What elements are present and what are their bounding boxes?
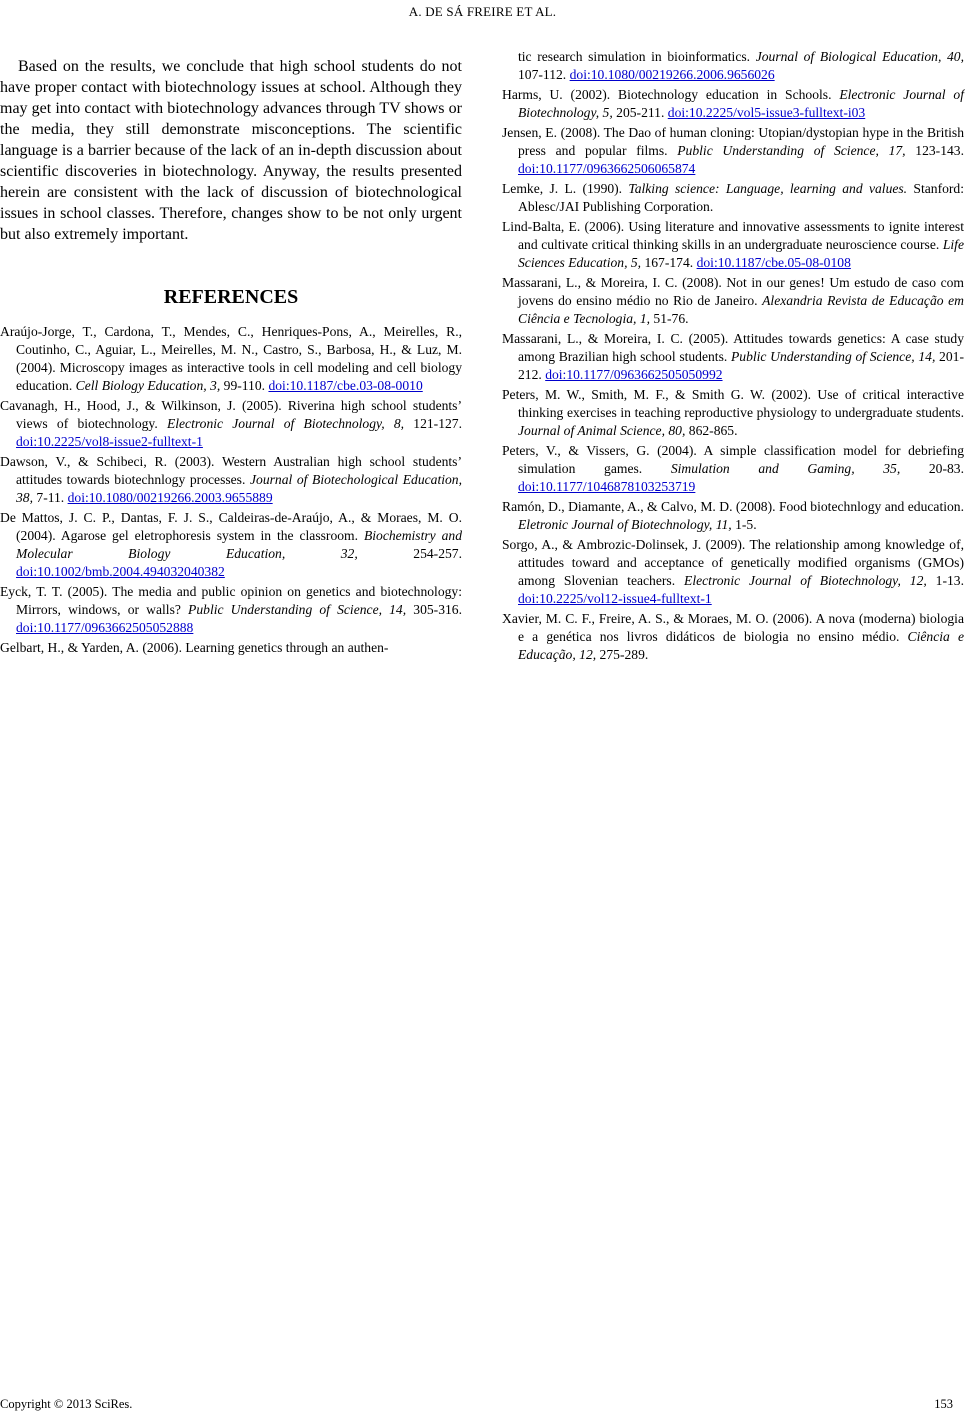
reference-pages: 305-316. [406, 602, 462, 617]
reference-entry [0, 397, 462, 451]
reference-text: Lind-Balta, E. (2006). Using literature and innovative assessments to ignite interest and cultivate critical thinking skills in an undergraduate neuroscience course. [502, 219, 964, 252]
reference-journal: Cell Biology Education, 3, [75, 378, 221, 393]
reference-entry [0, 453, 462, 507]
reference-doi-link[interactable]: doi:10.1080/00219266.2006.9656026 [569, 67, 775, 82]
reference-text: Jensen, E. (2008). The Dao of human cloning: Utopian/dystopian hype in the British press and popular films. [502, 125, 964, 158]
references-list-left [0, 323, 462, 657]
reference-text: Lemke, J. L. (1990). [502, 181, 629, 196]
reference-journal: Biochemistry and Molecular Biology Education, 32, [16, 528, 462, 561]
reference-entry [502, 180, 964, 216]
reference-journal: Talking science: Language, learning and values. [628, 181, 908, 196]
reference-text: De Mattos, J. C. P., Dantas, F. J. S., Caldeiras-de-Araújo, A., & Moraes, M. O. (2004). Agarose gel eletrophoresis system in the classroom. [0, 510, 462, 543]
reference-pages: 1-13. [926, 573, 964, 588]
reference-journal: Public Understanding of Science, 14, [730, 349, 936, 364]
reference-entry [502, 498, 964, 534]
reference-doi-link[interactable]: doi:10.2225/vol8-issue2-fulltext-1 [16, 434, 203, 449]
reference-pages: Stanford: Ablesc/JAI Publishing Corporation. [518, 181, 964, 214]
reference-doi-link[interactable]: doi:10.1177/0963662506065874 [518, 161, 696, 176]
reference-doi-link[interactable]: doi:10.1177/1046878103253719 [518, 479, 696, 494]
reference-pages: 7-11. [33, 490, 68, 505]
reference-text: tic research simulation in bioinformatics. [518, 49, 756, 64]
reference-journal: Ciência e Educação, 12, [518, 629, 964, 662]
reference-entry [0, 583, 462, 637]
reference-text: Araújo-Jorge, T., Cardona, T., Mendes, C., Henriques-Pons, A., Meirelles, R., Coutinho, C., Aguiar, L., Meirelles, M. N., Castro, S., Barbosa, H., & Luz, M. (2004). Microscopy images as interactive tools in cell modeling and cell biology education. [0, 324, 462, 393]
reference-doi-link[interactable]: doi:10.2225/vol12-issue4-fulltext-1 [518, 591, 712, 606]
reference-pages: 123-143. [905, 143, 964, 158]
reference-journal: Electronic Journal of Biotechnology, 8, [166, 416, 405, 431]
reference-entry [502, 442, 964, 496]
reference-pages: 201-212. [518, 349, 964, 382]
reference-text: Gelbart, H., & Yarden, A. (2006). Learning genetics through an authen- [0, 640, 389, 655]
reference-text: Sorgo, A., & Ambrozic-Dolinsek, J. (2009). The relationship among knowledge of, attitudes toward and acceptance of genetically modified organisms (GMOs) among Slovenian teachers. [502, 537, 964, 588]
reference-journal: Eletronic Journal of Biotechnology, 11, [518, 517, 732, 532]
reference-pages: 167-174. [641, 255, 697, 270]
reference-text: Eyck, T. T. (2005). The media and public opinion on genetics and biotechnology: Mirrors, windows, or walls? [0, 584, 462, 617]
running-header: A. DE SÁ FREIRE ET AL. [408, 4, 557, 19]
reference-pages: 121-127. [404, 416, 462, 431]
reference-pages: 1-5. [731, 517, 757, 532]
reference-text: Massarani, L., & Moreira, I. C. (2005). Attitudes towards genetics: A case study among Brazilian high school students. [502, 331, 964, 364]
reference-entry [502, 86, 964, 122]
reference-entry [502, 386, 964, 440]
reference-journal: Simulation and Gaming, 35, [670, 461, 901, 476]
reference-pages: 205-211. [612, 105, 668, 120]
reference-text: Peters, V., & Vissers, G. (2004). A simple classification model for debriefing simulation games. [502, 443, 964, 476]
reference-entry [0, 639, 462, 657]
reference-text: Xavier, M. C. F., Freire, A. S., & Moraes, M. O. (2006). A nova (moderna) biologia e a genética nos livros didáticos de biologia no ensino médio. [502, 611, 964, 644]
reference-entry [502, 330, 964, 384]
references-heading: REFERENCES [163, 286, 299, 308]
reference-entry [502, 536, 964, 608]
reference-journal: Electronic Journal of Biotechnology, 12, [684, 573, 927, 588]
reference-journal: Journal of Biological Education, 40, [755, 49, 964, 64]
reference-pages: 254-257. [357, 546, 462, 561]
reference-pages: 99-110. [220, 378, 269, 393]
reference-doi-link[interactable]: doi:10.1187/cbe.05-08-0108 [696, 255, 851, 270]
reference-journal: Journal of Biotechological Education, 38, [16, 472, 463, 505]
reference-pages: 107-112. [518, 67, 570, 82]
page-number: 153 [934, 1397, 953, 1411]
reference-journal: Alexandria Revista de Educação em Ciência e Tecnologia, 1, [518, 293, 964, 326]
reference-entry [502, 610, 964, 664]
reference-doi-link[interactable]: doi:10.1080/00219266.2003.9655889 [67, 490, 273, 505]
references-list-right [502, 86, 964, 664]
reference-doi-link[interactable]: doi:10.1187/cbe.03-08-0010 [268, 378, 423, 393]
reference-text: Cavanagh, H., Hood, J., & Wilkinson, J. (2005). Riverina high school students’ views of biotechnology. [0, 398, 462, 431]
reference-entry [0, 323, 462, 395]
reference-text: Dawson, V., & Schibeci, R. (2003). Western Australian high school students’ attitudes towards biotechnlogy processes. [0, 454, 462, 487]
reference-journal: Electronic Journal of Biotechnology, 5, [518, 87, 964, 120]
reference-journal: Journal of Animal Science, 80, [518, 423, 686, 438]
reference-journal: Life Sciences Education, 5, [518, 237, 964, 270]
reference-entry [0, 509, 462, 581]
reference-pages: 20-83. [900, 461, 964, 476]
reference-continuation [502, 48, 964, 84]
reference-doi-link[interactable]: doi:10.1177/0963662505052888 [16, 620, 194, 635]
reference-pages: 275-289. [596, 647, 649, 662]
reference-pages: 51-76. [650, 311, 689, 326]
reference-journal: Public Understanding of Science, 17, [677, 143, 906, 158]
reference-doi-link[interactable]: doi:10.1002/bmb.2004.494032040382 [16, 564, 225, 579]
reference-doi-link[interactable]: doi:10.2225/vol5-issue3-fulltext-i03 [667, 105, 866, 120]
copyright-footer: Copyright © 2013 SciRes. [0, 1397, 133, 1411]
reference-doi-link[interactable]: doi:10.1177/0963662505050992 [545, 367, 723, 382]
reference-text: Peters, M. W., Smith, M. F., & Smith G. W. (2002). Use of critical interactive thinking exercises in teaching reproductive physiology to undergraduate students. [502, 387, 964, 420]
reference-entry [502, 274, 964, 328]
conclusion-paragraph: Based on the results, we conclude that high school students do not have proper contact with biotechnology issues at school. Although they may get into contact with biotechnology advances through TV shows or the media, they still demonstrate misconceptions. The scientific language is a barrier because of the lack of an in-depth discussion about scientific discoveries in biotechnology. Anyway, the results presented herein are consistent with the lack of discussion of biotechnological issues in school classes. Therefore, changes show to be not only urgent but also extremely important. [0, 58, 462, 243]
reference-pages: 862-865. [685, 423, 738, 438]
right-column [502, 48, 964, 666]
reference-text: Harms, U. (2002). Biotechnology education in Schools. [502, 87, 840, 102]
left-column [0, 56, 462, 659]
reference-journal: Public Understanding of Science, 14, [188, 602, 407, 617]
reference-entry [502, 124, 964, 178]
reference-text: Ramón, D., Diamante, A., & Calvo, M. D. (2008). Food biotechnlogy and education. [502, 499, 964, 514]
reference-text: Massarani, L., & Moreira, I. C. (2008). Not in our genes! Um estudo de caso com jovens do ensino médio no Rio de Janeiro. [502, 275, 964, 308]
reference-entry [502, 218, 964, 272]
